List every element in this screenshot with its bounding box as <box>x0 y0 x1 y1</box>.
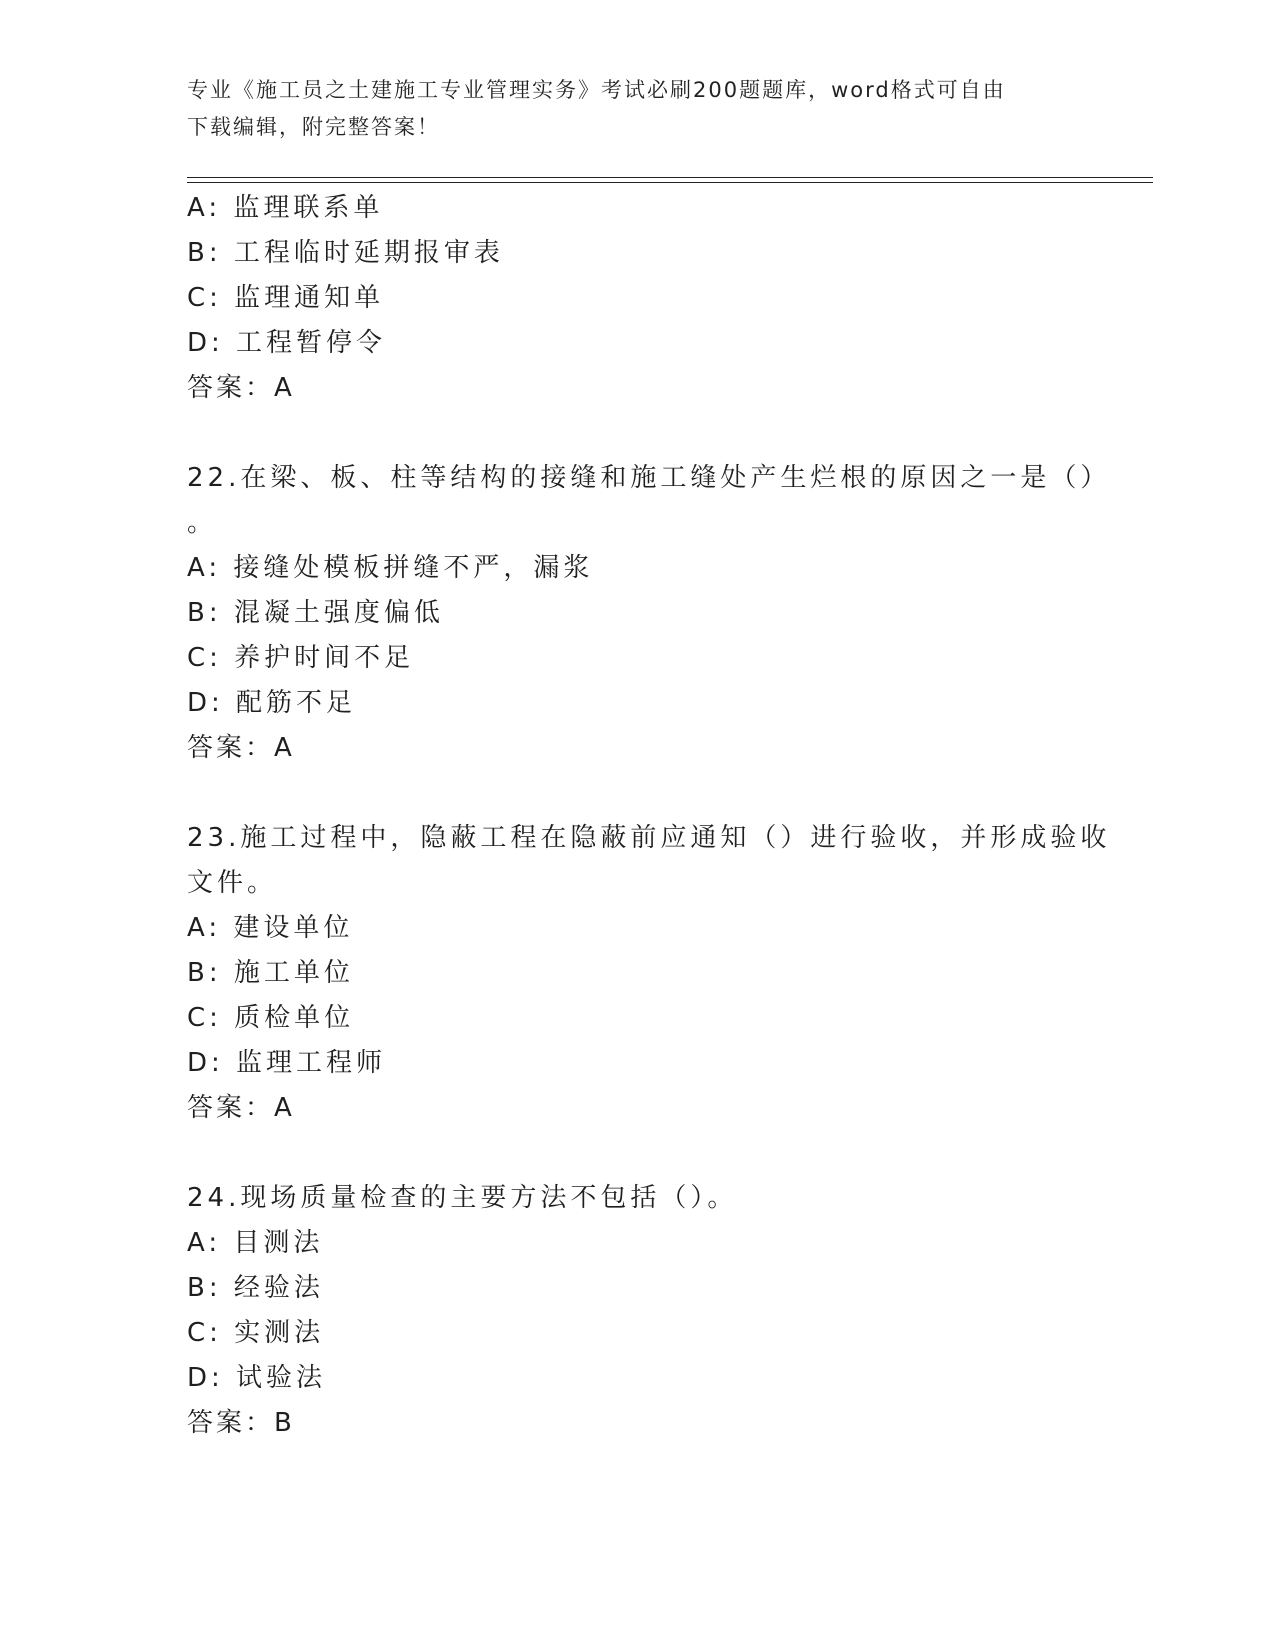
q24-option-c: C: 实测法 <box>187 1318 325 1348</box>
q23-stem-line-1: 23.施工过程中，隐蔽工程在隐蔽前应通知（）进行验收，并形成验收 <box>187 823 1111 853</box>
q22-option-b: B: 混凝土强度偏低 <box>187 598 444 628</box>
q22-stem-line-2: 。 <box>187 508 218 538</box>
q21-option-a: A: 监理联系单 <box>187 193 384 223</box>
q21-option-d: D: 工程暂停令 <box>187 328 387 358</box>
q23-option-b: B: 施工单位 <box>187 958 354 988</box>
q22-option-a: A: 接缝处模板拼缝不严，漏浆 <box>187 553 594 583</box>
q22-stem-line-1: 22.在梁、板、柱等结构的接缝和施工缝处产生烂根的原因之一是（） <box>187 463 1111 493</box>
q22-answer: 答案：A <box>187 733 295 763</box>
header-divider-bottom <box>187 182 1153 183</box>
header-line-2: 下载编辑，附完整答案！ <box>187 115 440 139</box>
q23-option-d: D: 监理工程师 <box>187 1048 387 1078</box>
q21-option-c: C: 监理通知单 <box>187 283 385 313</box>
q24-option-b: B: 经验法 <box>187 1273 324 1303</box>
q23-option-c: C: 质检单位 <box>187 1003 355 1033</box>
q23-answer: 答案：A <box>187 1093 295 1123</box>
q21-answer: 答案：A <box>187 373 295 403</box>
q22-option-c: C: 养护时间不足 <box>187 643 415 673</box>
q24-option-a: A: 目测法 <box>187 1228 324 1258</box>
q24-answer: 答案：B <box>187 1408 295 1438</box>
q24-option-d: D: 试验法 <box>187 1363 327 1393</box>
q21-option-b: B: 工程临时延期报审表 <box>187 238 504 268</box>
header-divider-top <box>187 177 1153 178</box>
q23-option-a: A: 建设单位 <box>187 913 354 943</box>
q24-stem-line-1: 24.现场质量检查的主要方法不包括（）。 <box>187 1183 738 1213</box>
q22-option-d: D: 配筋不足 <box>187 688 357 718</box>
q23-stem-line-2: 文件。 <box>187 868 278 898</box>
document-header <box>187 72 1067 146</box>
header-line-1: 专业《施工员之土建施工专业管理实务》考试必刷200题题库，word格式可自由 <box>187 78 1006 102</box>
